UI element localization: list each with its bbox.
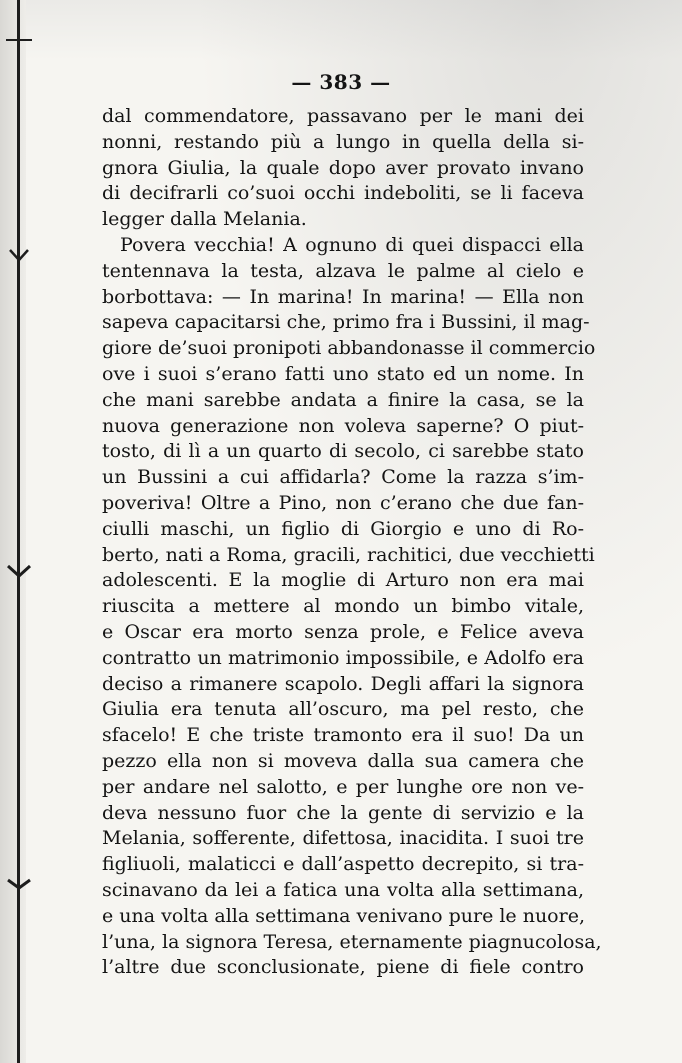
text-line: nonni, restando più a lungo in quella della si-: [102, 130, 584, 153]
text-line: deciso a rimanere scapolo. Degli affari la signora: [102, 672, 584, 695]
text-line: dal commendatore, passavano per le mani dei: [102, 105, 584, 127]
binding-line: [17, 0, 20, 1063]
text-line: figliuoli, malaticci e dall’aspetto decrepito, si tra-: [102, 853, 584, 876]
text-line: Giulia era tenuta all’oscuro, ma pel resto, che: [102, 698, 584, 721]
text-line: di decifrarli co’suoi occhi indeboliti, se li faceva: [102, 182, 584, 205]
binding-mark-icon: [4, 872, 34, 892]
text-line: deva nessuno fuor che la gente di servizio e la: [102, 801, 584, 824]
text-line: sapeva capacitarsi che, primo fra i Bussini, il mag-: [102, 311, 590, 334]
text-line: giore de’suoi pronipoti abbandonasse il commercio: [102, 337, 596, 360]
text-line: borbottava: — In marina! In marina! — Ella non: [102, 285, 584, 308]
text-line: per andare nel salotto, e per lunghe ore non ve-: [102, 775, 584, 798]
binding-mark-icon: [4, 30, 34, 50]
text-line: Povera vecchia! A ognuno di quei dispacci ella: [120, 233, 584, 256]
binding-mark-icon: [4, 560, 34, 580]
text-line: gnora Giulia, la quale dopo aver provato invano: [102, 156, 584, 179]
page-number: — 383 —: [291, 70, 391, 94]
text-line: ove i suoi s’erano fatti uno stato ed un nome. In: [102, 362, 584, 385]
text-line: berto, nati a Roma, gracili, rachitici, due vecchietti: [102, 543, 595, 566]
text-line: Melania, sofferente, difettosa, inacidita. I suoi tre: [102, 827, 584, 850]
text-line: e una volta alla settimana venivano pure le nuore,: [102, 904, 585, 927]
text-line: che mani sarebbe andata a finire la casa, se la: [102, 388, 584, 411]
text-line: tentennava la testa, alzava le palme al cielo e: [102, 259, 584, 282]
text-line: poveriva! Oltre a Pino, non c’erano che due fan-: [102, 491, 584, 514]
page-binding-edge: [0, 0, 26, 1063]
binding-mark-icon: [4, 246, 34, 266]
body-text: [102, 104, 602, 981]
text-line: un Bussini a cui affidarla? Come la razza s’im-: [102, 466, 584, 489]
text-line: pezzo ella non si moveva dalla sua camera che: [102, 749, 584, 772]
text-line: e Oscar era morto senza prole, e Felice aveva: [102, 620, 584, 643]
text-line: nuova generazione non voleva saperne? O piut-: [102, 414, 584, 437]
text-line: scinavano da lei a fatica una volta alla settimana,: [102, 878, 584, 901]
text-line: adolescenti. E la moglie di Arturo non era mai: [102, 569, 584, 592]
text-line: l’altre due sconclusionate, piene di fiele contro: [102, 956, 584, 979]
text-line: sfacelo! E che triste tramonto era il suo! Da un: [102, 724, 584, 747]
text-line: riuscita a mettere al mondo un bimbo vitale,: [102, 595, 584, 618]
text-line: legger dalla Melania.: [102, 208, 307, 231]
text-line: l’una, la signora Teresa, eternamente piagnucolosa,: [102, 930, 602, 953]
text-line: ciulli maschi, un figlio di Giorgio e uno di Ro-: [102, 517, 584, 540]
text-line: tosto, di lì a un quarto di secolo, ci sarebbe stato: [102, 440, 584, 463]
text-line: contratto un matrimonio impossibile, e Adolfo era: [102, 646, 584, 669]
